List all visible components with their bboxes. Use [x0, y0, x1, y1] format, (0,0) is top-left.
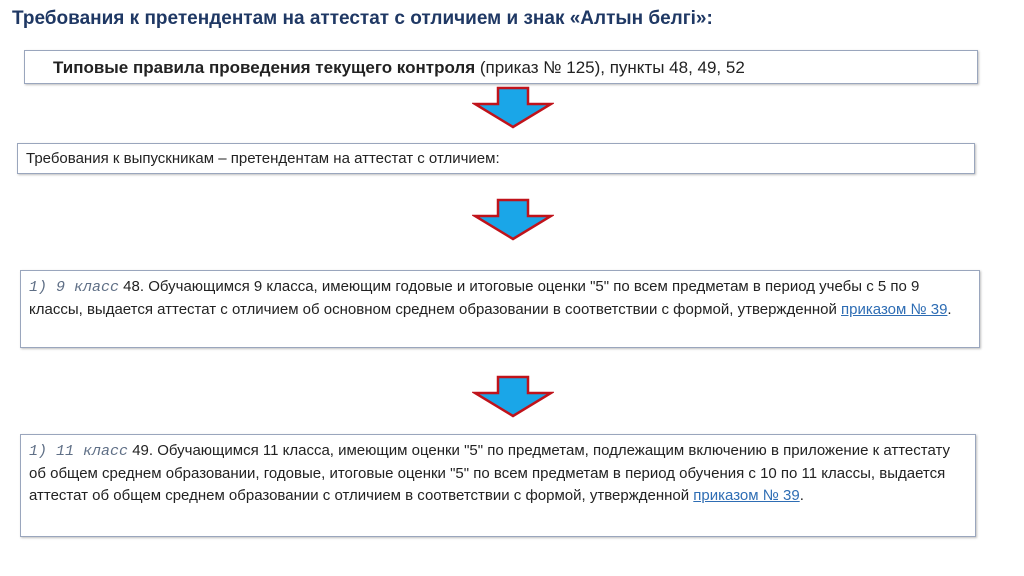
grade9-text: 48. Обучающимся 9 класса, имеющим годовые и итоговые оценки "5" по всем предметам в период учебы с 5 по 9 классы, выдается аттестат с отличием об основном среднем образовании в соответствии с формой, утвержденной — [29, 278, 920, 318]
grade9-box — [20, 270, 980, 348]
regulation-reference: (приказ № 125), пункты 48, 49, 52 — [475, 58, 745, 77]
grade9-end: . — [947, 301, 952, 318]
page-title: Требования к претендентам на аттестат с отличием и знак «Алтын белгі»: — [12, 8, 713, 29]
arrow-down-icon — [472, 198, 554, 242]
grade11-text: 49. Обучающимся 11 класса, имеющим оценки "5" по предметам, подлежащим включению в приложение к аттестату об общем среднем образовании, годовые, итоговые оценки "5" по всем предметам в период обучения с 10 по 11 классы, выдается аттестат об общем среднем образовании с отличием в соответствии с формой, утвержденной — [29, 442, 951, 504]
grade11-box — [20, 434, 976, 537]
order39-link[interactable]: приказом № 39 — [841, 301, 948, 318]
order39-link[interactable]: приказом № 39 — [693, 487, 800, 504]
regulation-box — [24, 50, 978, 84]
grade9-label: 1) 9 класс — [29, 279, 120, 296]
requirements-text: Требования к выпускникам – претендентам на аттестат с отличием: — [26, 150, 500, 167]
requirements-box — [17, 143, 975, 174]
arrow-down-icon — [472, 375, 554, 419]
arrow-down-icon — [472, 86, 554, 130]
regulation-title: Типовые правила проведения текущего контроля — [53, 58, 476, 77]
grade11-end: . — [799, 487, 804, 504]
grade11-label: 1) 11 класс — [29, 443, 129, 460]
